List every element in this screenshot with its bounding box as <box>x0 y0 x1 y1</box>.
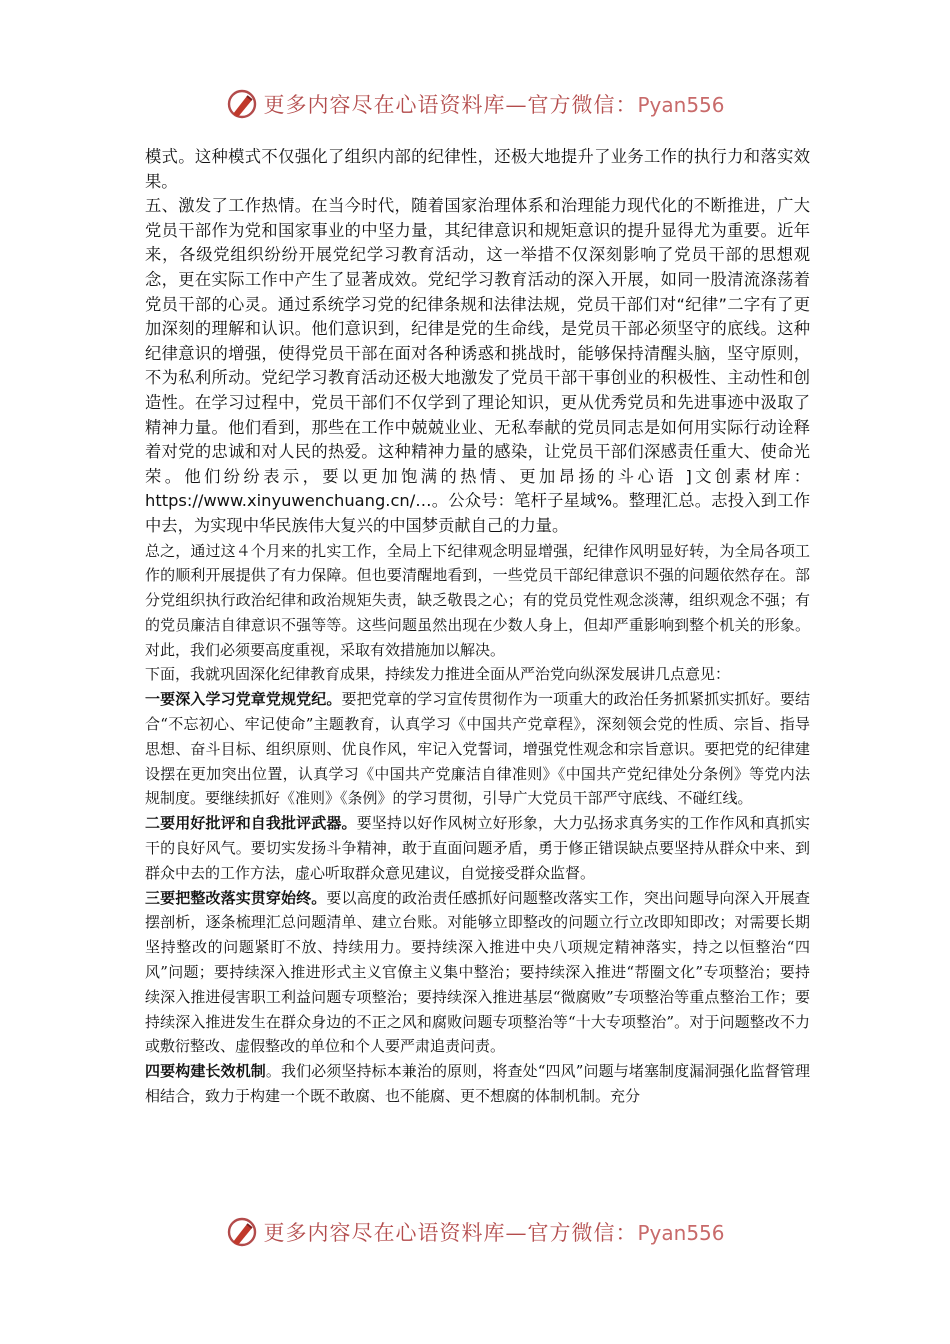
opinion-heading: 四要构建长效机制 <box>145 1062 266 1081</box>
banner-wechat: Pyan556 <box>637 1221 725 1245</box>
header-banner <box>0 84 950 124</box>
pen-nib-logo-icon <box>225 1215 259 1249</box>
paragraph-intro-opinions: 下面，我就巩固深化纪律教育成果，持续发力推进全面从严治党向纵深发展讲几点意见： <box>145 665 731 684</box>
opinion-heading: 一要深入学习党章党规党纪。 <box>145 690 342 709</box>
paragraph-opinion-three: 三要把整改落实贯穿始终。要以高度的政治责任感抓好问题整改落实工作，突出问题导向深入开展查摆剖析，逐条梳理汇总问题清单、建立台账。对能够立即整改的问题立行立改即知即改；对需要长期坚持整改的问题紧盯不放、持续用力。要持续深入推进中央八项规定精神落实，持之以恒整治“四风”问题；要持续深入推进形式主义官僚主义集中整治；要持续深入推进“帮圈文化”专项整治；要持续深入推进侵害职工利益问题专项整治；要持续深入推进基层“微腐败”专项整治等重点整治工作；要持续深入推进发生在群众身边的不正之风和腐败问题专项整治等“十大专项整治”。对于问题整改不力或敷衍整改、虚假整改的单位和个人要严肃追责问责。 <box>145 888 810 1056</box>
paragraph-section-five: 五、激发了工作热情。在当今时代，随着国家治理体系和治理能力现代化的不断推进，广大党员干部作为党和国家事业的中坚力量，其纪律意识和规矩意识的提升显得尤为重要。近年来，各级党组织纷纷开展党纪学习教育活动，这一举措不仅深刻影响了党员干部的思想观念，更在实际工作中产生了显著成效。党纪学习教育活动的深入开展，如同一股清流涤荡着党员干部的心灵。通过系统学习党的纪律条规和法律法规，党员干部们对“纪律”二字有了更加深刻的理解和认识。他们意识到，纪律是党的生命线，是党员干部必须坚守的底线。这种纪律意识的增强，使得党员干部在面对各种诱惑和挑战时，能够保持清醒头脑，坚守原则，不为私利所动。党纪学习教育活动还极大地激发了党员干部干事创业的积极性、主动性和创造性。在学习过程中，党员干部们不仅学到了理论知识，更从优秀党员和先进事迹中汲取了精神力量。他们看到，那些在工作中兢兢业业、无私奉献的党员同志是如何用实际行动诠释着对党的忠诚和对人民的热爱。这种精神力量的感染，让党员干部们深感责任重大、使命光荣。他们纷纷表示，要以更加饱满的热情、更加昂扬的斗心语 ]文创素材库：https://www.xinyuwenchuang.cn/…。公众号：笔杆子星域%。整理汇总。志投入到工作中去，为实现中华民族伟大复兴的中国梦贡献自己的力量。 <box>145 196 811 535</box>
footer-banner <box>0 1212 950 1252</box>
document-body <box>145 145 810 1109</box>
paragraph-opinion-two: 二要用好批评和自我批评武器。要坚持以好作风树立好形象，大力弘扬求真务实的工作作风和真抓实干的良好风气。要切实发扬斗争精神，敢于直面问题矛盾，勇于修正错误缺点要坚持从群众中来、到群众中去的工作方法，虚心听取群众意见建议，自觉接受群众监督。 <box>145 814 810 882</box>
pen-nib-logo-icon <box>225 87 259 121</box>
banner-wechat: Pyan556 <box>637 93 725 117</box>
opinion-heading: 三要把整改落实贯穿始终。 <box>145 888 327 907</box>
paragraph-opinion-one: 一要深入学习党章党规党纪。要把党章的学习宣传贯彻作为一项重大的政治任务抓紧抓实抓好。要结合“不忘初心、牢记使命”主题教育，认真学习《中国共产党章程》，深刻领会党的性质、宗旨、指导思想、奋斗目标、组织原则、优良作风，牢记入党誓词，增强党性观念和宗旨意识。要把党的纪律建设摆在更加突出位置，认真学习《中国共产党廉洁自律准则》《中国共产党纪律处分条例》等党内法规制度。要继续抓好《准则》《条例》的学习贯彻，引导广大党员干部严守底线、不碰红线。 <box>145 690 810 808</box>
opinion-heading: 二要用好批评和自我批评武器。 <box>145 814 357 833</box>
paragraph-summary: 总之，通过这４个月来的扎实工作，全局上下纪律观念明显增强，纪律作风明显好转，为全局各项工作的顺利开展提供了有力保障。但也要清醒地看到，一些党员干部纪律意识不强的问题依然存在。部分党组织执行政治纪律和政治规矩失责，缺乏敬畏之心；有的党员党性观念淡薄，组织观念不强；有的党员廉洁自律意识不强等等。这些问题虽然出现在少数人身上，但却严重影响到整个机关的形象。对此，我们必须要高度重视，采取有效措施加以解决。 <box>145 541 810 659</box>
banner-text: 更多内容尽在心语资料库—官方微信：Pyan556 <box>263 1221 725 1245</box>
banner-text: 更多内容尽在心语资料库—官方微信：Pyan556 <box>263 93 725 117</box>
paragraph-opinion-four: 四要构建长效机制。我们必须坚持标本兼治的原则，将查处“四风”问题与堵塞制度漏洞强化监督管理相结合，致力于构建一个既不敢腐、也不能腐、更不想腐的体制机制。充分 <box>145 1062 810 1106</box>
paragraph-continuation: 模式。这种模式不仅强化了组织内部的纪律性，还极大地提升了业务工作的执行力和落实效果。 <box>145 147 810 191</box>
